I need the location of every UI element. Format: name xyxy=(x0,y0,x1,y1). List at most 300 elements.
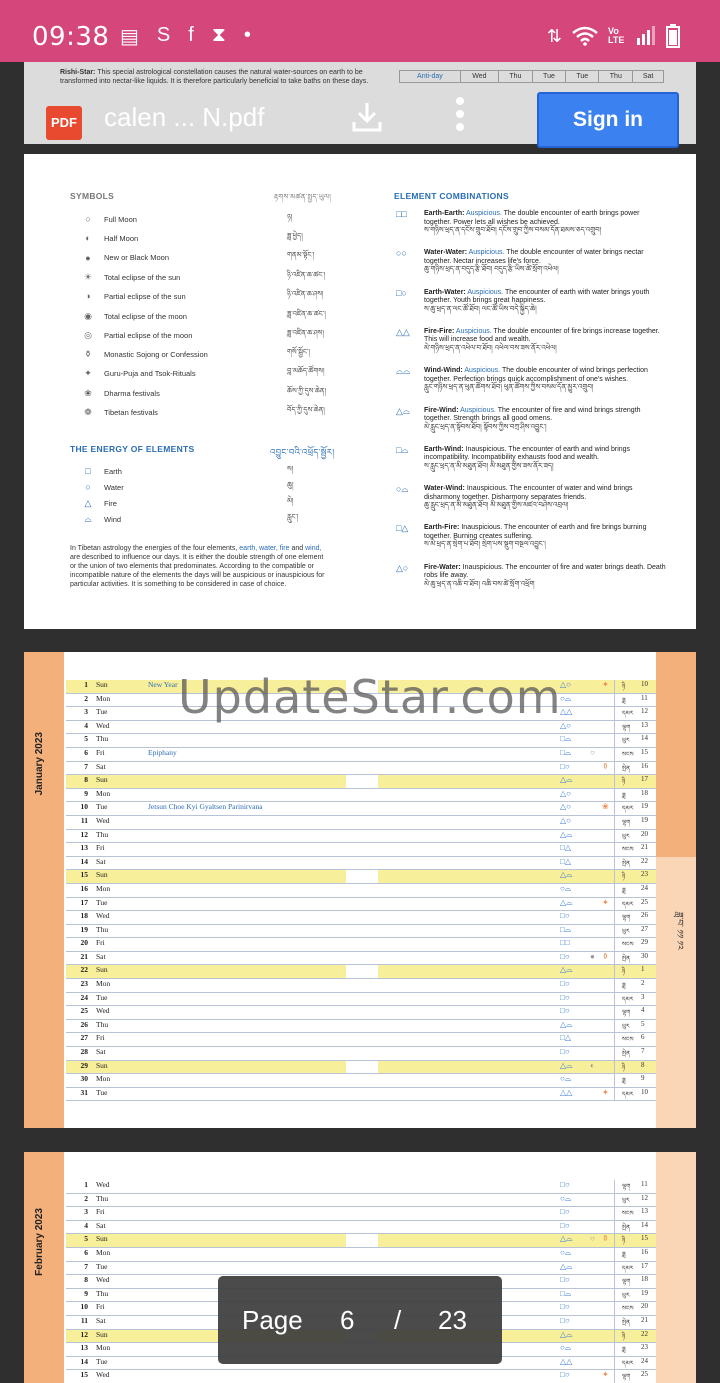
tibetan-weekday: ཕུར xyxy=(622,833,630,840)
tibetan-weekday: ཉི xyxy=(622,874,626,881)
combination-title: Fire-Wind: xyxy=(424,406,459,414)
calendar-row xyxy=(66,1180,656,1194)
element-icon: △ xyxy=(84,498,92,508)
column-divider xyxy=(614,707,615,720)
calendar-row xyxy=(66,1074,656,1088)
calendar-row xyxy=(66,762,656,776)
calendar-row xyxy=(66,1262,656,1276)
element-combo-icon: □○ xyxy=(560,1220,570,1230)
column-divider xyxy=(614,680,615,693)
symbol-label: Monastic Sojong or Confession xyxy=(104,350,208,360)
day-number: 18 xyxy=(80,911,88,921)
day-number: 21 xyxy=(80,951,88,961)
tibetan-weekday: དམར xyxy=(622,1265,634,1272)
weekday: Fri xyxy=(96,843,105,853)
calendar-row xyxy=(66,734,656,748)
combination-tibetan: རླུང་གཉིས་ཕྲད་ན་ཕུན་ཚོགས་ཐོབ། ཕུན་ཚོགས་ཀྱིས་བསམ་དོན་མྱུར་འགྲུབ། xyxy=(424,384,594,392)
tibetan-date: 18 xyxy=(641,1275,648,1284)
weekday: Tue xyxy=(96,992,108,1002)
day-number: 7 xyxy=(84,1261,88,1271)
combination-kind: Auspicious. xyxy=(455,327,492,335)
combination-tibetan: ས་ཆུ་ཕྲད་ན་ལང་ཚོ་ཐོབ། ལང་ཚོ་ཡིས་བདེ་སྐྱིད་ཆེ། xyxy=(424,305,537,313)
column-divider xyxy=(614,1061,615,1074)
tibetan-date: 20 xyxy=(641,829,648,838)
pdf-toolbar xyxy=(0,62,720,172)
column-divider xyxy=(614,1330,615,1343)
column-divider xyxy=(614,965,615,978)
symbol-row xyxy=(82,387,327,399)
tibetan-date: 25 xyxy=(641,1370,648,1379)
column-gap xyxy=(346,911,378,924)
element-combo-icon: ○⌓ xyxy=(560,1193,572,1203)
status-bar xyxy=(0,0,720,62)
day-number: 4 xyxy=(84,720,88,730)
combination-tibetan: ས་མེ་ཕྲད་ན་སྲེག་པ་ཐོབ། སྲེག་པས་སྡུག་བསྔལ་འབྱུང་། xyxy=(424,541,546,549)
symbol-tibetan: ཟླ་འཛིན་ཆ་ཚང་། xyxy=(287,310,326,318)
tibetan-date: 21 xyxy=(641,1315,648,1324)
symbol-tibetan: ཟླ་ཕྱེད། xyxy=(287,232,303,240)
element-combo-icon: △⌓ xyxy=(560,1234,573,1244)
element-combo-icon: □○ xyxy=(560,992,570,1002)
calendar-row xyxy=(66,775,656,789)
column-divider xyxy=(614,775,615,788)
combination-kind: Auspicious. xyxy=(464,367,501,375)
combination-entry xyxy=(396,485,666,511)
weekday: Sat xyxy=(96,856,106,866)
combination-tibetan: མེ་རླུང་ཕྲད་ན་སྟོབས་ཐོབ། སྟོབས་ཀྱིས་བཀྲ་ཤིས་འབྱུང་། xyxy=(424,423,547,431)
tibetan-date: 19 xyxy=(641,802,648,811)
tibetan-date: 26 xyxy=(641,911,648,920)
sign-in-button[interactable]: Sign in xyxy=(537,92,679,148)
combination-desc: The encounter of fire and wind brings strength together. Strength brings all good omens. xyxy=(424,406,641,422)
column-divider xyxy=(614,993,615,1006)
day-number: 1 xyxy=(84,680,88,689)
tibetan-date: 22 xyxy=(641,1329,648,1338)
column-gap xyxy=(346,1033,378,1046)
day-number: 6 xyxy=(84,747,88,757)
tibetan-date: 4 xyxy=(641,1006,645,1015)
calendar-row xyxy=(66,1221,656,1235)
element-label: Water xyxy=(104,482,124,492)
combination-kind: Inauspicious. xyxy=(466,485,508,493)
symbol-icon: ◉ xyxy=(84,310,92,321)
calendar-row xyxy=(66,816,656,830)
column-divider xyxy=(614,1006,615,1019)
weekday: Sun xyxy=(96,965,108,975)
calendar-row xyxy=(66,843,656,857)
day-number: 22 xyxy=(80,965,88,975)
combination-title: Water-Water: xyxy=(424,249,468,257)
element-combo-icon: □○ xyxy=(560,979,570,989)
symbol-tibetan: ཆོས་ཀྱི་དུས་ཆེན། xyxy=(287,387,327,395)
tibetan-date: 6 xyxy=(641,1033,645,1042)
element-row xyxy=(82,481,294,492)
weekday: Wed xyxy=(96,720,110,730)
column-divider xyxy=(614,979,615,992)
tibetan-date: 19 xyxy=(641,1288,648,1297)
column-divider xyxy=(614,952,615,965)
weekday: Tue xyxy=(96,897,108,907)
combination-icon: ⌓⌓ xyxy=(396,366,411,377)
tibetan-weekday: ཕུར xyxy=(622,1197,630,1204)
day-number: 3 xyxy=(84,707,88,717)
combination-entry xyxy=(396,367,666,393)
combination-icon: △○ xyxy=(396,562,409,573)
element-combo-icon: □△ xyxy=(560,843,571,853)
day-number: 16 xyxy=(80,883,88,893)
symbol-row xyxy=(82,213,293,224)
symbol-label: Partial eclipse of the moon xyxy=(104,330,193,340)
column-gap xyxy=(346,925,378,938)
day-number: 25 xyxy=(80,1006,88,1016)
weekday: Sat xyxy=(96,761,106,771)
page-indicator xyxy=(218,1276,502,1364)
calendar-row xyxy=(66,748,656,762)
weekday: Thu xyxy=(96,1288,109,1298)
tibetan-date: 16 xyxy=(641,761,648,770)
calendar-row xyxy=(66,1047,656,1061)
hourglass-icon: ⧗ xyxy=(211,24,226,46)
tibetan-date: 30 xyxy=(641,951,648,960)
column-gap xyxy=(346,762,378,775)
weekday: Sun xyxy=(96,1060,108,1070)
combination-tibetan: མེ་གཉིས་ཕྲད་ན་འཕེལ་བ་ཐོབ། འཕེལ་བས་ཟས་ནོར་འཕེལ། xyxy=(424,344,557,352)
column-gap xyxy=(346,857,378,870)
anti-day-cell: Wed xyxy=(460,71,498,83)
combination-kind: Auspicious. xyxy=(468,249,505,257)
tibetan-weekday: སངས xyxy=(622,1037,634,1044)
element-combo-icon: ○⌓ xyxy=(560,693,572,703)
element-combo-icon: □○ xyxy=(560,1207,570,1217)
download-icon[interactable] xyxy=(350,100,384,141)
symbol-tibetan: གནམ་སྟོང་། xyxy=(287,252,315,260)
element-label: Fire xyxy=(104,499,117,508)
tibetan-date: 9 xyxy=(641,1074,645,1083)
weekday: Tue xyxy=(96,1087,108,1097)
tibetan-month-band xyxy=(656,652,696,1128)
tibetan-weekday: ཕུར xyxy=(622,928,630,935)
tibetan-weekday: ལྷག xyxy=(622,1374,631,1381)
symbol-label: Tibetan festivals xyxy=(104,408,158,417)
column-divider xyxy=(614,843,615,856)
column-gap xyxy=(346,898,378,911)
column-divider xyxy=(614,1275,615,1288)
festival-icon: ✦ xyxy=(602,897,609,907)
tibetan-weekday: ཟླ xyxy=(622,887,626,894)
column-gap xyxy=(346,1248,378,1261)
combination-tibetan: ཆུ་གཉིས་ཕྲད་ན་བདུད་རྩི་ཐོབ། བདུད་རྩི་ཡིས་ཚེ་སྲོག་འཕེལ། xyxy=(424,266,559,274)
day-number: 15 xyxy=(80,1370,88,1380)
tibetan-weekday: ཉི xyxy=(622,1238,626,1245)
column-divider xyxy=(614,1248,615,1261)
weekday: Fri xyxy=(96,938,105,948)
tibetan-date: 10 xyxy=(641,1087,648,1096)
day-number: 30 xyxy=(80,1074,88,1084)
weekday: Sun xyxy=(96,680,108,689)
tibetan-weekday: ཟླ xyxy=(622,1251,626,1258)
pdf-page-symbols xyxy=(24,154,696,629)
combination-kind: Inauspicious. xyxy=(461,524,503,532)
day-number: 8 xyxy=(84,1275,88,1285)
column-gap xyxy=(346,938,378,951)
tibetan-weekday: ཉི xyxy=(622,1333,626,1340)
tibetan-date: 29 xyxy=(641,938,648,947)
tibetan-weekday: དམར xyxy=(622,996,634,1003)
tibetan-date: 8 xyxy=(641,1060,645,1069)
tibetan-weekday: སངས xyxy=(622,847,634,854)
element-combo-icon: □⌓ xyxy=(560,924,572,934)
combination-icon: △△ xyxy=(396,326,410,337)
column-gap xyxy=(346,1047,378,1060)
calendar-row xyxy=(66,952,656,966)
column-divider xyxy=(614,1074,615,1087)
combination-title: Fire-Fire: xyxy=(424,327,455,335)
tibetan-weekday: སངས xyxy=(622,1211,634,1218)
weekday: Wed xyxy=(96,1180,110,1189)
calendar-row xyxy=(66,1234,656,1248)
column-gap xyxy=(346,843,378,856)
energy-paragraph xyxy=(70,544,328,589)
tibetan-weekday: སངས xyxy=(622,1306,634,1313)
column-divider xyxy=(614,1207,615,1220)
watermark: UpdateStar.com xyxy=(178,670,562,724)
tibetan-weekday: དམར xyxy=(622,1091,634,1098)
symbol-icon: ❀ xyxy=(84,387,92,398)
symbol-label: Total eclipse of the sun xyxy=(104,272,181,282)
symbol-label: Full Moon xyxy=(104,214,137,224)
tibetan-weekday: ཕུར xyxy=(622,738,630,745)
notification-icons xyxy=(120,24,251,49)
tibetan-date: 18 xyxy=(641,788,648,797)
wifi-icon xyxy=(572,26,598,46)
weekday: Thu xyxy=(96,1193,109,1203)
element-combo-icon: □○ xyxy=(560,911,570,921)
tibetan-date: 11 xyxy=(641,693,648,702)
tibetan-date: 13 xyxy=(641,720,648,729)
tibetan-weekday: དམར xyxy=(622,806,634,813)
weekday: Tue xyxy=(96,802,108,812)
element-combo-icon: △⌓ xyxy=(560,1261,573,1271)
column-gap xyxy=(346,1234,378,1247)
calendar-row xyxy=(66,993,656,1007)
weekday: Sat xyxy=(96,1315,106,1325)
combination-tibetan: མེ་ཆུ་ཕྲད་ན་འཆི་བ་ཐོབ། འཆི་བས་ཚེ་སྲོག་འཕྲོག xyxy=(424,580,535,588)
symbol-tibetan: ཉ། xyxy=(287,213,293,221)
day-number: 8 xyxy=(84,775,88,785)
calendar-row xyxy=(66,1033,656,1047)
tibetan-date: 15 xyxy=(641,747,648,756)
tibetan-date: 14 xyxy=(641,1220,648,1229)
day-number: 13 xyxy=(80,1343,88,1353)
column-gap xyxy=(346,1088,378,1101)
symbol-icon: ☀ xyxy=(83,271,93,282)
battery-icon xyxy=(666,24,680,48)
calendar-row xyxy=(66,1194,656,1208)
column-gap xyxy=(346,830,378,843)
tibetan-weekday: ལྷག xyxy=(622,1010,631,1017)
calendar-row xyxy=(66,898,656,912)
event-text: New Year xyxy=(148,680,178,689)
symbol-row xyxy=(82,290,324,302)
element-combo-icon: □○ xyxy=(560,1275,570,1285)
tibetan-date: 25 xyxy=(641,897,648,906)
column-divider xyxy=(614,721,615,734)
weekday: Sun xyxy=(96,1234,108,1244)
day-number: 4 xyxy=(84,1220,88,1230)
page-separator: / xyxy=(394,1305,402,1335)
symbol-label: Half Moon xyxy=(104,233,139,243)
element-combo-icon: □○ xyxy=(560,761,570,771)
tibetan-date: 1 xyxy=(641,965,645,974)
festival-icon: ✦ xyxy=(602,1370,609,1380)
day-number: 27 xyxy=(80,1033,88,1043)
weekday: Sat xyxy=(96,1220,106,1230)
weekday: Tue xyxy=(96,1356,108,1366)
anti-day-cell: Sat xyxy=(633,71,664,83)
element-row xyxy=(82,465,294,476)
calendar-row xyxy=(66,1370,656,1383)
combination-title: Earth-Water: xyxy=(424,288,466,296)
column-divider xyxy=(614,898,615,911)
column-gap xyxy=(346,952,378,965)
element-combo-icon: □○ xyxy=(560,1370,570,1380)
weekday: Wed xyxy=(96,1370,110,1380)
calendar-row xyxy=(66,965,656,979)
symbol-icon: ◎ xyxy=(84,329,92,340)
energy-heading-tib: འབྱུང་བའི་འཕྲོད་སྦྱོར། xyxy=(270,447,335,457)
tibetan-date: 24 xyxy=(641,1356,648,1365)
symbol-tibetan: བླ་མཆོད་ཚོགས། xyxy=(287,368,325,376)
weekday: Sat xyxy=(96,951,106,961)
combination-title: Water-Wind: xyxy=(424,485,465,493)
weekday: Fri xyxy=(96,1207,105,1217)
dot-icon: • xyxy=(243,24,251,46)
combination-title: Fire-Water: xyxy=(424,563,461,571)
column-divider xyxy=(614,1343,615,1356)
element-combo-icon: □○ xyxy=(560,951,570,961)
weekday: Fri xyxy=(96,1033,105,1043)
element-combo-icon: △⌓ xyxy=(560,1019,573,1029)
day-number: 17 xyxy=(80,897,88,907)
column-divider xyxy=(614,734,615,747)
weekday: Mon xyxy=(96,1343,111,1353)
element-tibetan: ཆུ། xyxy=(287,481,294,489)
element-label: Wind xyxy=(104,515,122,524)
element-combo-icon: △⌓ xyxy=(560,897,573,907)
element-combo-icon: □△ xyxy=(560,856,571,866)
combination-entry xyxy=(396,249,666,275)
calendar-row xyxy=(66,1020,656,1034)
element-combo-icon: □□ xyxy=(560,938,570,948)
column-gap xyxy=(346,816,378,829)
element-combo-icon: □⌓ xyxy=(560,747,572,757)
column-divider xyxy=(614,816,615,829)
symbol-row xyxy=(82,252,315,263)
element-combo-icon: ○⌓ xyxy=(560,1247,572,1257)
combination-desc: The encounter of fire and water brings death. Death robs life away. xyxy=(424,563,666,580)
day-number: 2 xyxy=(84,1193,88,1203)
tibetan-date: 12 xyxy=(641,1193,648,1202)
combination-entry xyxy=(396,446,666,472)
symbol-icon: ● xyxy=(85,252,91,263)
tibetan-date: 16 xyxy=(641,1247,648,1256)
tibetan-date: 27 xyxy=(641,924,648,933)
combination-entry xyxy=(396,407,666,433)
element-row xyxy=(82,514,299,525)
combination-desc: The double encounter of fire brings increase together. This will increase food and wealth. xyxy=(424,327,660,344)
symbol-row xyxy=(82,310,326,322)
element-combo-icon: △△ xyxy=(560,1356,573,1366)
festival-icon: ⚱ xyxy=(602,761,609,771)
column-divider xyxy=(614,911,615,924)
anti-day-cell: Thu xyxy=(599,71,633,83)
column-gap xyxy=(346,775,378,788)
combination-text xyxy=(424,564,666,590)
element-combo-icon: △⌓ xyxy=(560,1329,573,1339)
tibetan-date: 2 xyxy=(641,979,645,988)
combination-desc: The encounter of water and wind brings disharmony together. Disharmony separates friends. xyxy=(424,485,633,501)
combination-desc: The double encounter of earth brings power together. Power lets all wishes be achieved. xyxy=(424,210,640,226)
combination-icon: △⌓ xyxy=(396,405,411,416)
more-options-icon[interactable] xyxy=(455,96,465,132)
symbol-row xyxy=(82,349,310,360)
symbol-row xyxy=(82,368,325,379)
weekday: Sun xyxy=(96,1329,108,1339)
volte-icon: Vo LTE xyxy=(608,26,625,45)
weekday: Mon xyxy=(96,788,111,798)
symbol-tibetan: བོད་ཀྱི་དུས་ཆེན། xyxy=(287,407,325,414)
tibetan-month-label: ཟླ་བ་ ༡༡ ༡༢ xyxy=(675,912,685,950)
tibetan-date: 12 xyxy=(641,707,648,716)
tibetan-weekday: སྤེན xyxy=(622,1319,631,1326)
element-combo-icon: △⌓ xyxy=(560,965,573,975)
element-combo-icon: □○ xyxy=(560,1302,570,1312)
column-divider xyxy=(614,1357,615,1370)
tibetan-weekday: ལྷག xyxy=(622,1184,631,1190)
tibetan-date: 14 xyxy=(641,734,648,743)
tibetan-date: 17 xyxy=(641,1261,648,1270)
combination-desc: The encounter of earth and fire brings burning together. Burning creates suffering. xyxy=(424,524,647,540)
combination-entry xyxy=(396,524,666,550)
column-gap xyxy=(346,734,378,747)
moon-phase-icon: ● xyxy=(590,951,595,961)
moon-phase-icon: ◐ xyxy=(590,1060,595,1070)
day-number: 31 xyxy=(80,1087,88,1097)
column-divider xyxy=(614,1302,615,1315)
tibetan-weekday: ཕུར xyxy=(622,1023,630,1030)
element-combo-icon: △○ xyxy=(560,788,571,798)
column-gap xyxy=(346,1061,378,1074)
day-number: 13 xyxy=(80,843,88,853)
calendar-row xyxy=(66,870,656,884)
tibetan-weekday: ཉི xyxy=(622,684,626,690)
column-divider xyxy=(614,1088,615,1101)
month-band xyxy=(24,652,64,1128)
month-label: January 2023 xyxy=(34,732,45,796)
weekday: Tue xyxy=(96,707,108,717)
combination-text xyxy=(424,407,666,433)
symbol-icon: ❁ xyxy=(84,407,92,417)
tibetan-weekday: ཟླ xyxy=(622,792,626,799)
element-combo-icon: ○⌓ xyxy=(560,883,572,893)
day-number: 10 xyxy=(80,1302,88,1312)
symbol-row xyxy=(82,232,303,244)
event-text: Epiphany xyxy=(148,747,177,757)
element-label: Earth xyxy=(104,466,122,476)
column-divider xyxy=(614,857,615,870)
file-name[interactable]: calen ... N.pdf xyxy=(104,102,265,132)
combination-text xyxy=(424,249,666,275)
